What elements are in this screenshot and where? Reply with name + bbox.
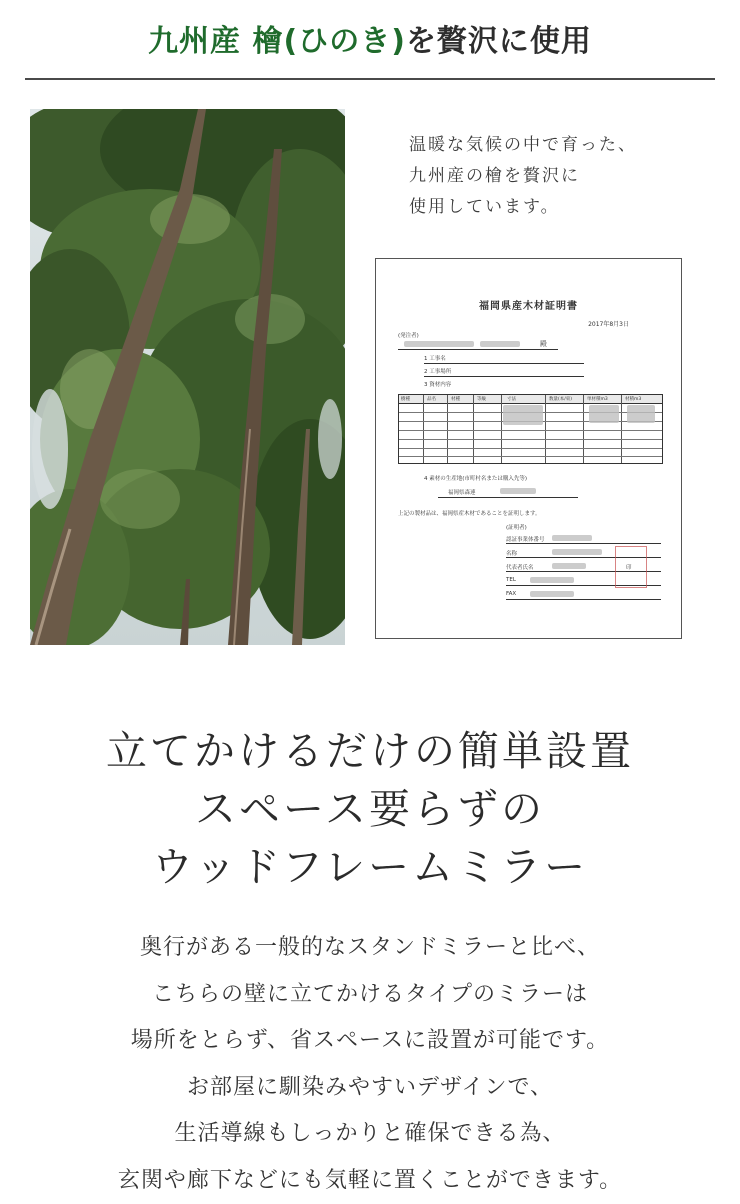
certificate-date: 2017年8月3日	[588, 319, 629, 328]
heading-line: ウッドフレームミラー	[0, 838, 740, 896]
table-header-row	[399, 395, 662, 404]
description-line: 生活導線もしっかりと確保できる為、	[0, 1111, 740, 1158]
blurred-text	[552, 535, 592, 541]
underline	[506, 599, 661, 600]
tel-label: TEL	[506, 577, 516, 583]
field-3: 3 資材内容	[424, 380, 451, 388]
blurred-text	[500, 488, 536, 494]
blurred-text	[552, 563, 586, 569]
fax-label: FAX	[506, 591, 516, 597]
table-header: 材種	[451, 396, 460, 402]
section-title	[0, 16, 740, 60]
heading-line: 立てかけるだけの簡単設置	[0, 722, 740, 780]
company-name-label: 名称	[506, 549, 517, 557]
table-header: 等級	[477, 396, 486, 402]
field-1: 1 工事名	[424, 354, 446, 362]
table-header: 材積m3	[625, 396, 641, 402]
official-seal-stamp	[615, 546, 647, 588]
materials-table	[398, 394, 663, 464]
underline	[398, 349, 558, 350]
heading-line: スペース要らずの	[0, 780, 740, 838]
field-4: 4 素材の生産地(市町村名または購入先等)	[424, 474, 527, 482]
table-header: 樹種	[401, 396, 410, 402]
underline	[438, 497, 578, 498]
hinoki-tree-photo	[30, 109, 345, 645]
intro-line: 使用しています。	[409, 192, 709, 223]
wood-certificate-document	[375, 258, 682, 639]
title-highlight: 九州産 檜(ひのき)	[148, 24, 406, 59]
underline	[424, 363, 584, 364]
underline	[506, 543, 661, 544]
table-header: 単材積m3	[587, 396, 608, 402]
seal-mark: 印	[626, 563, 632, 571]
intro-text	[409, 130, 709, 223]
description-line: 玄関や廊下などにも気軽に置くことができます。	[0, 1158, 740, 1204]
description-line: 場所をとらず、省スペースに設置が可能です。	[0, 1018, 740, 1065]
blurred-text	[503, 405, 543, 425]
description-line: こちらの壁に立てかけるタイプのミラーは	[0, 972, 740, 1019]
description-line: 奥行がある一般的なスタンドミラーと比べ、	[0, 925, 740, 972]
blurred-text	[404, 341, 474, 347]
blurred-text	[530, 591, 574, 597]
certificate-title: 福岡県産木材証明書	[376, 297, 681, 312]
title-divider	[25, 78, 715, 80]
underline	[424, 376, 584, 377]
intro-line: 九州産の檜を贅沢に	[409, 161, 709, 192]
reg-number-label: 認証事業体番号	[506, 535, 545, 543]
feature-description	[0, 925, 740, 1204]
origin-value: 福岡県森連	[448, 488, 476, 496]
table-header: 数量(本/束)	[549, 396, 572, 402]
section-header	[0, 0, 740, 80]
table-header: 寸法	[507, 396, 516, 402]
feature-heading	[0, 722, 740, 896]
description-line: お部屋に馴染みやすいデザインで、	[0, 1065, 740, 1112]
blurred-text	[480, 341, 520, 347]
blurred-text	[589, 405, 619, 423]
intro-line: 温暖な気候の中で育った、	[409, 130, 709, 161]
blurred-text	[627, 405, 655, 423]
prover-label: (証明者)	[506, 523, 527, 531]
field-2: 2 工事場所	[424, 367, 451, 375]
table-header: 品名	[427, 396, 436, 402]
title-rest: を贅沢に使用	[406, 24, 592, 59]
blurred-text	[530, 577, 574, 583]
orderer-label: (発注者)	[398, 331, 419, 339]
certification-statement: 上記の製材品は、福岡県産木材であることを証明します。	[398, 509, 541, 517]
honorific: 殿	[540, 339, 547, 349]
representative-label: 代表者氏名	[506, 563, 534, 571]
blurred-text	[552, 549, 602, 555]
